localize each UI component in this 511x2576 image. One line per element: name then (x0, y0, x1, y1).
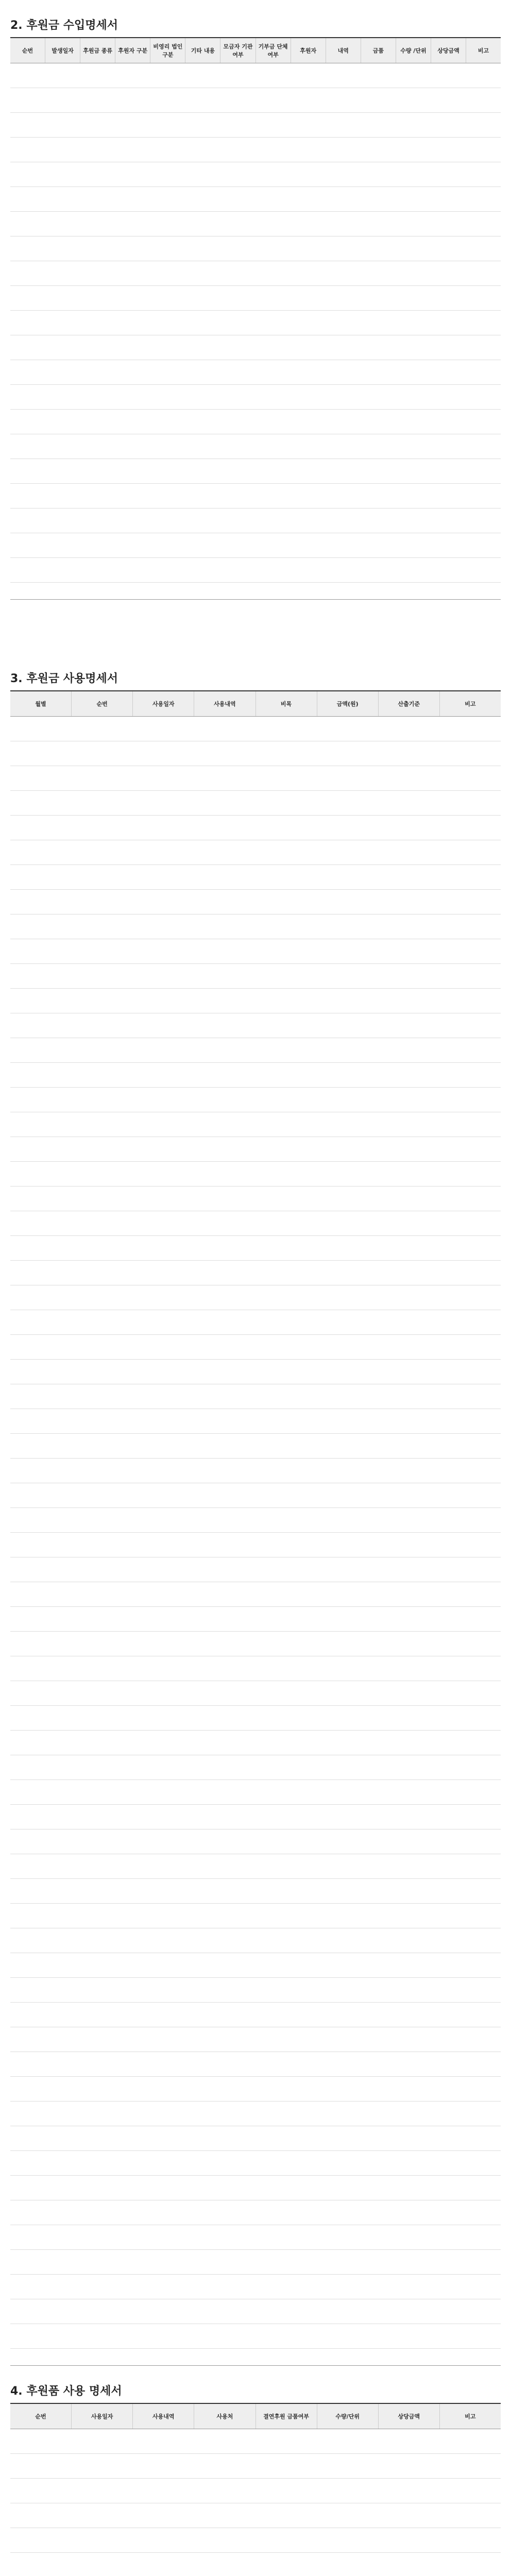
column-header: 기타 내용 (185, 38, 220, 63)
table-header (10, 691, 501, 717)
column-header: 비목 (256, 691, 317, 716)
table-header (10, 2404, 501, 2429)
sponsor-usage-section (10, 668, 501, 2366)
table-body (10, 63, 501, 599)
column-header: 비고 (465, 701, 476, 707)
column-header: 사용일자 (72, 2404, 133, 2429)
section-title: 4. 후원품 사용 명세서 (10, 2385, 122, 2398)
column-header: 후원금 종류 (80, 38, 115, 63)
column-header: 비영리 법인 구분 (150, 38, 185, 63)
column-header: 월별 (10, 691, 72, 716)
column-header: 사용내역 (194, 691, 256, 716)
column-header: 후원자 구분 (115, 38, 150, 63)
column-header: 상당금액 (379, 2404, 440, 2429)
table-header (10, 38, 501, 63)
column-header: 사용처 (194, 2404, 256, 2429)
column-header: 상당금액 (431, 38, 466, 63)
section-title: 3. 후원금 사용명세서 (10, 672, 118, 685)
section-title: 2. 후원금 수입명세서 (10, 19, 118, 32)
sponsor-income-table (10, 37, 501, 600)
column-header: 비고 (478, 47, 489, 54)
column-header: 결연후원 금품여부 (256, 2404, 317, 2429)
column-header: 산출기준 (379, 691, 440, 716)
goods-usage-section (10, 2380, 501, 2576)
column-header: 사용일자 (133, 691, 194, 716)
column-header: 발생일자 (45, 38, 80, 63)
column-header: 순번 (10, 38, 45, 63)
sponsor-usage-table (10, 690, 501, 2366)
column-header: 사용내역 (133, 2404, 194, 2429)
column-header: 수량/단위 (317, 2404, 379, 2429)
column-header: 후원자 (291, 38, 326, 63)
column-header: 수량 /단위 (396, 38, 431, 63)
column-header: 금액(원) (317, 691, 379, 716)
column-header: 내역 (326, 38, 361, 63)
column-header: 비고 (465, 2413, 476, 2420)
column-header: 순번 (72, 691, 133, 716)
column-header: 순번 (10, 2404, 72, 2429)
column-header: 모금자 기관 여부 (220, 38, 256, 63)
goods-usage-table (10, 2403, 501, 2576)
sponsor-income-section (10, 14, 501, 600)
table-body (10, 2429, 501, 2576)
column-header: 기부금 단체 여부 (256, 38, 291, 63)
table-body (10, 717, 501, 2365)
column-header: 금품 (361, 38, 396, 63)
